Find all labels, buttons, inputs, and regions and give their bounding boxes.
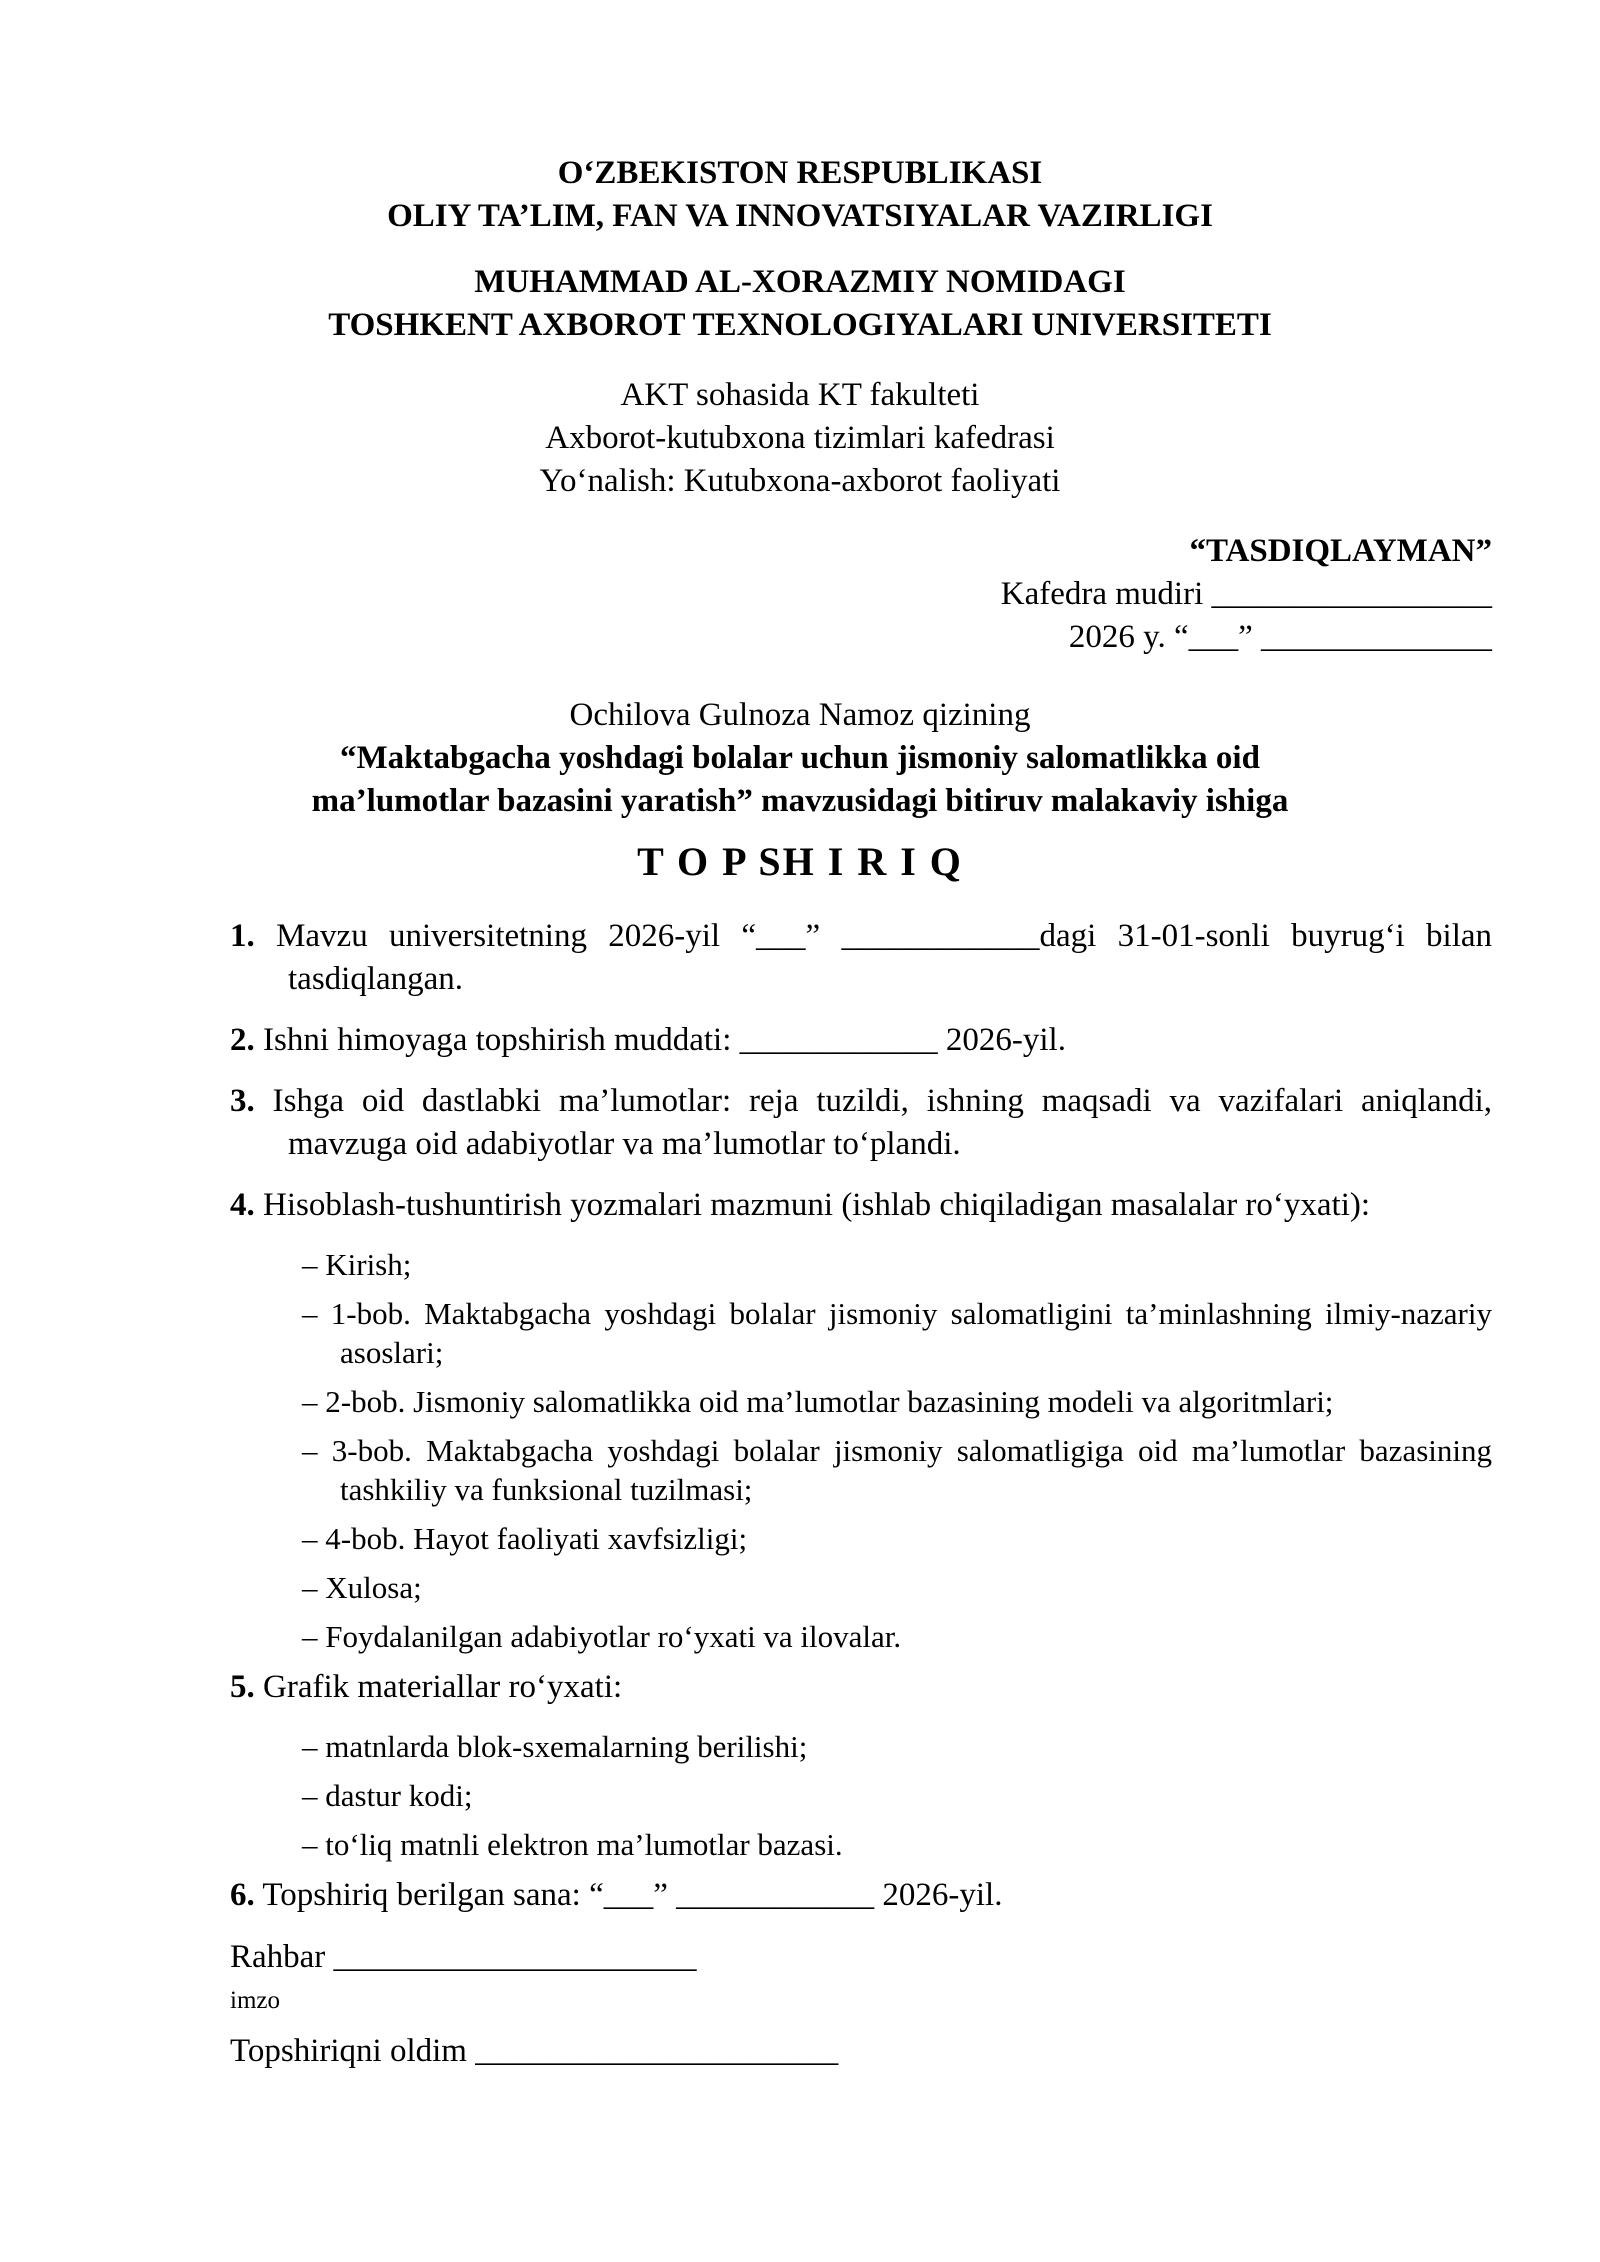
task-text: Hisoblash-tushuntirish yozmalari mazmuni (ishlab chiqiladigan masalalar ro‘yxati): [263, 1187, 1371, 1223]
task-item-1 [230, 915, 1492, 1001]
task-5-subitem: – dastur kodi; [302, 1778, 473, 1813]
supervisor-signature-line: Rahbar ______________________ [230, 1939, 697, 1975]
task-item-2 [230, 1019, 1492, 1062]
received-signature-line: Topshiriqni oldim ______________________ [230, 2033, 839, 2069]
department-name: Axborot-kutubxona tizimlari kafedrasi [545, 420, 1055, 456]
approval-title: “TASDIQLAYMAN” [1189, 533, 1492, 569]
signature-caption: imzo [230, 1987, 280, 2014]
task-4-subitem: – Kirish; [302, 1247, 412, 1282]
task-item-5 [230, 1666, 1492, 1709]
task-text: Grafik materiallar ro‘yxati: [263, 1669, 623, 1705]
task-number: 4. [230, 1187, 255, 1223]
student-block [0, 694, 1600, 823]
student-name: Ochilova Gulnoza Namoz qizining [569, 697, 1031, 733]
ministry-line-2: OLIY TA’LIM, FAN VA INNOVATSIYALAR VAZIRLIGI [387, 198, 1213, 234]
university-header [0, 261, 1600, 347]
university-line-2: TOSHKENT AXBOROT TEXNOLOGIYALARI UNIVERSITETI [328, 307, 1272, 343]
task-list [230, 915, 1492, 1935]
approval-date-line: 2026 y. “___” ______________ [1068, 619, 1492, 655]
task-item-3 [230, 1080, 1492, 1166]
task-4-subitem: – Foydalanilgan adabiyotlar ro‘yxati va ilovalar. [302, 1619, 902, 1654]
task-number: 5. [230, 1669, 255, 1705]
task-text: Topshiriq berilgan sana: “___” ____________ 2026-yil. [262, 1877, 1003, 1913]
task-item-6 [230, 1874, 1492, 1917]
university-line-1: MUHAMMAD AL-XORAZMIY NOMIDAGI [474, 264, 1126, 300]
task-4-subitem: – 2-bob. Jismoniy salomatlikka oid ma’lumotlar bazasining modeli va algoritmlari; [302, 1384, 1334, 1419]
task-item-4 [230, 1184, 1492, 1227]
approval-block [1001, 530, 1492, 659]
document-title: T O P SH I R I Q [637, 839, 963, 884]
direction-name: Yo‘nalish: Kutubxona-axborot faoliyati [539, 463, 1061, 499]
task-text: Mavzu universitetning 2026-yil “___” ____________dagi 31-01-sonli buyrug‘i bilan tasdiqlangan. [276, 918, 1493, 997]
task-5-subitem: – to‘liq matnli elektron ma’lumotlar bazasi. [302, 1827, 843, 1862]
ministry-header [0, 152, 1600, 238]
task-4-subitem: – 3-bob. Maktabgacha yoshdagi bolalar jismoniy salomatligiga oid ma’lumotlar bazasining tashkiliy va funksional tuzilmasi; [302, 1433, 1492, 1507]
approval-head-line: Kafedra mudiri _________________ [1000, 576, 1492, 612]
task-number: 3. [230, 1083, 255, 1119]
task-number: 1. [230, 918, 255, 954]
faculty-block [0, 374, 1600, 503]
task-text: Ishni himoyaga topshirish muddati: ____________ 2026-yil. [263, 1022, 1066, 1058]
ministry-line-1: O‘ZBEKISTON RESPUBLIKASI [557, 155, 1043, 191]
task-4-subitem: – 4-bob. Hayot faoliyati xavfsizligi; [302, 1521, 748, 1556]
task-text: Ishga oid dastlabki ma’lumotlar: reja tuzildi, ishning maqsadi va vazifalari aniqlandi, mavzuga oid adabiyotlar va ma’lumotlar to‘plandi. [272, 1083, 1493, 1162]
faculty-name: AKT sohasida KT fakulteti [620, 377, 980, 413]
task-number: 2. [230, 1022, 255, 1058]
task-number: 6. [230, 1877, 255, 1913]
topic-line-1: “Maktabgacha yoshdagi bolalar uchun jismoniy salomatlikka oid [340, 740, 1260, 776]
task-4-subitem: – Xulosa; [302, 1570, 422, 1605]
task-4-subitem: – 1-bob. Maktabgacha yoshdagi bolalar jismoniy salomatligini ta’minlashning ilmiy-nazariy asoslari; [302, 1296, 1492, 1370]
topic-line-2: ma’lumotlar bazasini yaratish” mavzusidagi bitiruv malakaviy ishiga [311, 783, 1289, 819]
task-5-subitem: – matnlarda blok-sxemalarning berilishi; [302, 1729, 808, 1764]
